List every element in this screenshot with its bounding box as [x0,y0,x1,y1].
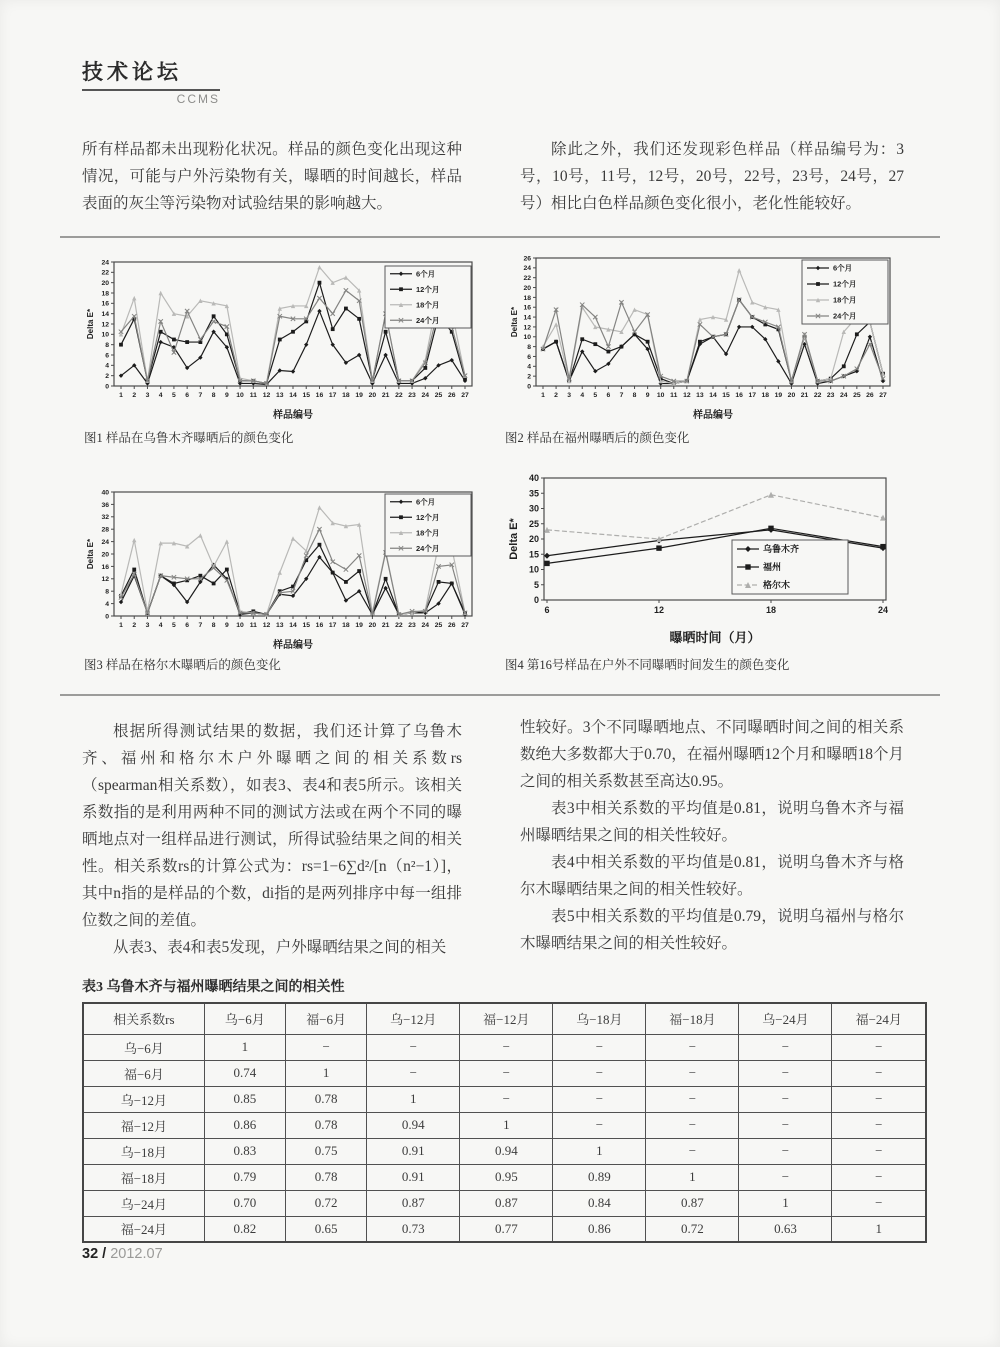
table-cell: 乌−12月 [83,1086,204,1112]
table-cell: − [739,1112,832,1138]
svg-text:15: 15 [302,621,311,629]
svg-text:4: 4 [527,363,531,371]
svg-text:36: 36 [101,501,109,509]
table-header-cell: 福−12月 [460,1003,553,1034]
svg-text:28: 28 [101,526,109,534]
masthead [82,56,220,106]
table-cell: 福−18月 [83,1164,204,1190]
table-cell: 0.91 [367,1164,460,1190]
section-divider-middle [60,694,940,696]
svg-text:24个月: 24个月 [416,315,440,325]
svg-text:20: 20 [368,621,377,629]
table-cell: − [553,1060,646,1086]
svg-text:24: 24 [523,265,531,273]
table-cell: 0.85 [204,1086,285,1112]
table3-correlation [82,1002,927,1243]
svg-text:8: 8 [211,391,216,399]
svg-text:40: 40 [101,489,109,497]
svg-text:0: 0 [527,383,531,391]
figure3-caption: 图3 样品在格尔木曝晒后的颜色变化 [84,658,281,672]
svg-text:10: 10 [101,331,109,339]
svg-text:10: 10 [528,564,539,575]
svg-text:6: 6 [105,352,109,360]
table-cell: − [739,1034,832,1060]
figure3-plot [84,482,482,652]
svg-text:25: 25 [528,518,539,529]
svg-text:4: 4 [158,621,163,629]
paragraph-text: 从表3、表4和表5发现，户外曝晒结果之间的相关 [113,939,447,956]
svg-text:Delta E*: Delta E* [86,538,95,570]
paragraph-text: 所有样品都未出现粉化状况。样品的颜色变化出现这种情况，可能与户外污染物有关，曝晒的时间越长，样品表面的灰尘等污染物对试验结果的影响越大。 [82,141,462,212]
table-row [83,1190,926,1216]
svg-text:20: 20 [787,391,796,399]
svg-text:15: 15 [302,391,311,399]
page-footer [82,1246,163,1262]
table-row [83,1034,926,1060]
svg-text:19: 19 [355,391,363,399]
svg-text:8: 8 [105,588,109,596]
svg-text:9: 9 [645,391,650,399]
table-cell: 0.86 [553,1216,646,1242]
svg-text:Delta E*: Delta E* [510,306,519,338]
paragraph-text: 除此之外，我们还发现彩色样品（样品编号为：3号，10号，11号，12号，20号，22号，23号，24号，27号）相比白色样品颜色变化很小，老化性能较好。 [520,141,904,212]
svg-text:样品编号: 样品编号 [273,640,313,651]
svg-text:8: 8 [105,342,109,350]
table-cell: − [832,1034,926,1060]
table-cell: − [553,1086,646,1112]
svg-text:25: 25 [434,621,443,629]
table-row [83,1112,926,1138]
table-header-cell: 乌−6月 [204,1003,285,1034]
figure4-caption: 图4 第16号样品在户外不同曝晒时间发生的颜色变化 [505,658,790,672]
svg-text:8: 8 [632,391,637,399]
table-cell: − [832,1060,926,1086]
table-cell: 0.78 [285,1086,366,1112]
table-cell: − [460,1060,553,1086]
svg-text:1: 1 [119,391,123,399]
table-cell: 0.70 [204,1190,285,1216]
table-cell: 0.65 [285,1216,366,1242]
table-cell: − [553,1112,646,1138]
svg-text:12: 12 [523,324,531,332]
paragraph-left-middle [82,718,462,961]
svg-text:4: 4 [105,362,109,370]
svg-text:19: 19 [774,391,783,399]
table-cell: 0.82 [204,1216,285,1242]
table-header-cell: 福−18月 [646,1003,739,1034]
svg-text:5: 5 [533,579,539,590]
svg-text:18: 18 [523,294,531,302]
svg-text:16: 16 [101,300,109,308]
svg-text:27: 27 [461,391,469,399]
svg-text:17: 17 [328,621,337,629]
svg-text:20: 20 [101,280,109,288]
table-cell: 1 [285,1060,366,1086]
svg-text:14: 14 [289,391,297,399]
table-cell: 0.89 [553,1164,646,1190]
svg-text:4: 4 [158,391,163,399]
svg-text:4: 4 [105,600,109,608]
svg-text:24: 24 [839,391,848,399]
footer-page-number: 32 / [82,1246,107,1262]
svg-text:26: 26 [866,391,874,399]
svg-text:2: 2 [132,391,137,399]
table-cell: − [832,1164,926,1190]
svg-text:16: 16 [735,391,743,399]
table-cell: 0.87 [367,1190,460,1216]
svg-text:23: 23 [408,621,416,629]
svg-text:6: 6 [527,353,531,361]
svg-text:22: 22 [523,275,531,283]
table-header-cell: 乌−18月 [553,1003,646,1034]
table-cell: − [646,1112,739,1138]
table-cell: 1 [367,1086,460,1112]
svg-text:3: 3 [567,391,572,399]
table-cell: 0.83 [204,1138,285,1164]
svg-text:Delta E*: Delta E* [508,518,520,560]
table-header-cell: 福−6月 [285,1003,366,1034]
table-cell: − [367,1060,460,1086]
svg-text:6个月: 6个月 [416,497,436,507]
table-cell: 福−6月 [83,1060,204,1086]
svg-text:13: 13 [275,621,284,629]
table-cell: − [285,1034,366,1060]
svg-text:20: 20 [368,391,377,399]
table-row [83,1060,926,1086]
svg-text:18: 18 [342,391,350,399]
table-cell: − [832,1086,926,1112]
table-header-row [83,1003,926,1034]
table-cell: 0.94 [367,1112,460,1138]
svg-text:24: 24 [877,605,889,615]
svg-text:10: 10 [236,621,244,629]
figure1-caption: 图1 样品在乌鲁木齐曝晒后的颜色变化 [84,431,294,445]
svg-text:21: 21 [800,391,809,399]
svg-text:7: 7 [619,391,624,399]
table-cell: − [646,1060,739,1086]
table-cell: 0.72 [285,1190,366,1216]
svg-text:3: 3 [145,621,150,629]
svg-text:24: 24 [421,621,430,629]
svg-text:7: 7 [198,621,203,629]
paragraph-text: 表3中相关系数的平均值是0.81，说明乌鲁木齐与福州曝晒结果之间的相关性较好。 [520,800,904,844]
svg-text:乌鲁木齐: 乌鲁木齐 [763,544,800,555]
svg-text:18个月: 18个月 [416,300,440,310]
table-cell: 1 [739,1190,832,1216]
table-row [83,1138,926,1164]
figure2-plot [508,248,900,422]
svg-text:曝晒时间（月）: 曝晒时间（月） [669,630,761,645]
svg-text:19: 19 [355,621,363,629]
svg-text:6: 6 [185,391,190,399]
table-cell: 乌−18月 [83,1138,204,1164]
paragraph-text: 性较好。3个不同曝晒地点、不同曝晒时间之间的相关系数绝大多数都大于0.70，在福州曝晒12个月和曝晒18个月之间的相关系数甚至高达0.95。 [520,719,904,790]
svg-text:22: 22 [395,391,403,399]
svg-text:2: 2 [527,373,531,381]
table-cell: − [739,1060,832,1086]
svg-text:23: 23 [408,391,416,399]
svg-text:2: 2 [554,391,558,399]
svg-text:15: 15 [528,549,539,560]
table-row [83,1086,926,1112]
table-cell: 0.94 [460,1138,553,1164]
table-cell: − [460,1034,553,1060]
table-cell: − [646,1138,739,1164]
svg-text:26: 26 [447,621,456,629]
svg-text:5: 5 [172,621,176,629]
svg-text:14: 14 [709,391,717,399]
svg-text:0: 0 [105,613,109,621]
svg-text:17: 17 [328,391,337,399]
paragraph-right-top [520,136,904,217]
svg-text:32: 32 [101,514,109,522]
svg-text:2: 2 [105,373,109,381]
svg-text:20: 20 [523,284,531,292]
svg-text:12个月: 12个月 [416,284,440,294]
svg-text:12: 12 [101,576,109,584]
svg-text:22: 22 [101,269,109,277]
svg-text:16: 16 [315,621,324,629]
table-cell: 0.87 [460,1190,553,1216]
svg-text:18: 18 [342,621,350,629]
figure1-urumqi-chart [84,252,482,422]
svg-text:11: 11 [249,621,257,629]
table-cell: 0.74 [204,1060,285,1086]
svg-text:25: 25 [853,391,861,399]
table-row [83,1216,926,1242]
svg-text:1: 1 [119,621,123,629]
svg-text:8: 8 [211,621,216,629]
figure4-sample16-chart [508,468,898,646]
svg-text:格尔木: 格尔木 [763,580,791,591]
figure2-caption: 图2 样品在福州曝晒后的颜色变化 [505,431,690,445]
table-cell: − [832,1138,926,1164]
table-cell: − [553,1034,646,1060]
table-cell: 0.73 [367,1216,460,1242]
footer-issue: 2012.07 [110,1246,163,1262]
svg-text:12: 12 [262,621,271,629]
svg-text:6个月: 6个月 [416,269,436,279]
svg-text:18: 18 [101,290,109,298]
svg-text:11: 11 [249,391,257,399]
svg-text:16: 16 [523,304,531,312]
table-cell: 0.86 [204,1112,285,1138]
svg-text:6: 6 [185,621,190,629]
svg-text:10: 10 [523,334,531,342]
svg-text:12: 12 [262,391,271,399]
table-cell: − [832,1190,926,1216]
paragraph-text: 表5中相关系数的平均值是0.79，说明乌福州与格尔木曝晒结果之间的相关性较好。 [520,908,904,952]
svg-text:9: 9 [224,391,229,399]
table-cell: − [739,1086,832,1112]
table-cell: − [739,1164,832,1190]
svg-text:24个月: 24个月 [416,543,440,553]
figure1-plot [84,252,482,422]
svg-text:9: 9 [224,621,229,629]
svg-text:24: 24 [101,538,109,546]
table-cell: − [832,1112,926,1138]
table-cell: 0.63 [739,1216,832,1242]
svg-text:18: 18 [765,605,777,615]
table-cell: − [367,1034,460,1060]
table-cell: 1 [646,1164,739,1190]
table-cell: 0.79 [204,1164,285,1190]
svg-text:13: 13 [696,391,704,399]
svg-text:23: 23 [826,391,835,399]
svg-text:11: 11 [670,391,678,399]
svg-text:35: 35 [528,488,539,499]
svg-text:2: 2 [132,621,137,629]
svg-text:16: 16 [315,391,324,399]
svg-text:24个月: 24个月 [833,311,857,321]
svg-text:4: 4 [580,391,585,399]
paragraph-left-top [82,136,462,217]
table-cell: 0.75 [285,1138,366,1164]
table-cell: 乌−24月 [83,1190,204,1216]
table-cell: 0.91 [367,1138,460,1164]
svg-text:18个月: 18个月 [416,528,440,538]
svg-text:10: 10 [236,391,244,399]
svg-text:18个月: 18个月 [833,295,857,305]
figure3-golmud-chart [84,482,482,652]
table-cell: 0.84 [553,1190,646,1216]
svg-text:26: 26 [447,391,456,399]
page-title: 技术论坛 [82,61,182,84]
svg-text:5: 5 [172,391,176,399]
table-header-cell: 乌−12月 [367,1003,460,1034]
figure2-fuzhou-chart [508,248,900,422]
svg-text:7: 7 [198,391,203,399]
paragraph-right-middle [520,714,904,957]
paragraph-text: 根据所得测试结果的数据，我们还计算了乌鲁木齐、福州和格尔木户外曝晒之间的相关系数rs（spearman相关系数），如表3、表4和表5所示。该相关系数指的是利用两种不同的测试方法或在两个不同的曝晒地点对一组样品进行测试，所得试验结果之间的相关性。相关系数rs的计算公式为：rs=1−6∑d²/[n（n²−1）]，其中n指的是样品的个数，di指的是两列排序中每一组排位数之间的差值。 [82,723,462,929]
svg-text:0: 0 [105,383,109,391]
svg-text:5: 5 [593,391,598,399]
svg-text:14: 14 [289,621,297,629]
svg-text:Delta E*: Delta E* [86,308,95,340]
svg-text:6个月: 6个月 [833,263,853,273]
svg-text:样品编号: 样品编号 [693,410,733,421]
table-cell: 乌−6月 [83,1034,204,1060]
svg-text:20: 20 [528,534,539,545]
table-header-cell: 乌−24月 [739,1003,832,1034]
svg-text:25: 25 [434,391,443,399]
table-cell: 0.72 [646,1216,739,1242]
table3-title: 表3 乌鲁木齐与福州曝晒结果之间的相关性 [82,980,345,995]
svg-text:12个月: 12个月 [833,279,857,289]
svg-text:14: 14 [101,311,109,319]
svg-text:10: 10 [656,391,665,399]
svg-text:3: 3 [145,391,150,399]
svg-text:0: 0 [533,595,539,606]
svg-text:24: 24 [421,391,430,399]
svg-text:12: 12 [683,391,691,399]
table-cell: 0.87 [646,1190,739,1216]
svg-text:22: 22 [395,621,403,629]
masthead-divider [82,89,220,91]
table-cell: − [460,1086,553,1112]
svg-text:6: 6 [544,605,550,615]
svg-text:30: 30 [528,503,539,514]
svg-text:21: 21 [381,621,390,629]
table-cell: 福−24月 [83,1216,204,1242]
table-cell: 1 [832,1216,926,1242]
svg-text:样品编号: 样品编号 [273,410,313,421]
svg-text:12个月: 12个月 [416,512,440,522]
table-cell: 0.78 [285,1164,366,1190]
table-header-cell: 相关系数rs [83,1003,204,1034]
table-cell: 0.77 [460,1216,553,1242]
masthead-subtitle: CCMS [176,92,220,106]
figure4-plot [508,468,898,646]
table-cell: − [646,1086,739,1112]
table-cell: 0.95 [460,1164,553,1190]
table-cell: 1 [460,1112,553,1138]
svg-text:21: 21 [381,391,390,399]
svg-text:17: 17 [748,391,757,399]
svg-text:24: 24 [101,259,109,267]
svg-text:26: 26 [523,255,531,263]
table-cell: 0.78 [285,1112,366,1138]
svg-text:6: 6 [606,391,611,399]
table-cell: 1 [204,1034,285,1060]
table-header-cell: 福−24月 [832,1003,926,1034]
svg-text:8: 8 [527,343,531,351]
svg-text:40: 40 [528,473,539,484]
svg-text:22: 22 [813,391,822,399]
table-cell: − [646,1034,739,1060]
svg-text:12: 12 [101,321,109,329]
svg-text:14: 14 [523,314,531,322]
svg-text:27: 27 [879,391,887,399]
section-divider-top [60,236,940,238]
table-cell: − [739,1138,832,1164]
svg-text:13: 13 [275,391,284,399]
svg-text:12: 12 [653,605,665,615]
svg-text:27: 27 [461,621,469,629]
table-cell: 1 [553,1138,646,1164]
svg-text:18: 18 [761,391,770,399]
paragraph-text: 表4中相关系数的平均值是0.81，说明乌鲁木齐与格尔木曝晒结果之间的相关性较好。 [520,854,904,898]
svg-text:15: 15 [722,391,730,399]
svg-text:20: 20 [101,551,109,559]
table-row [83,1164,926,1190]
svg-text:1: 1 [541,391,545,399]
table-cell: 福−12月 [83,1112,204,1138]
svg-text:福州: 福州 [763,562,782,573]
svg-text:16: 16 [101,563,109,571]
